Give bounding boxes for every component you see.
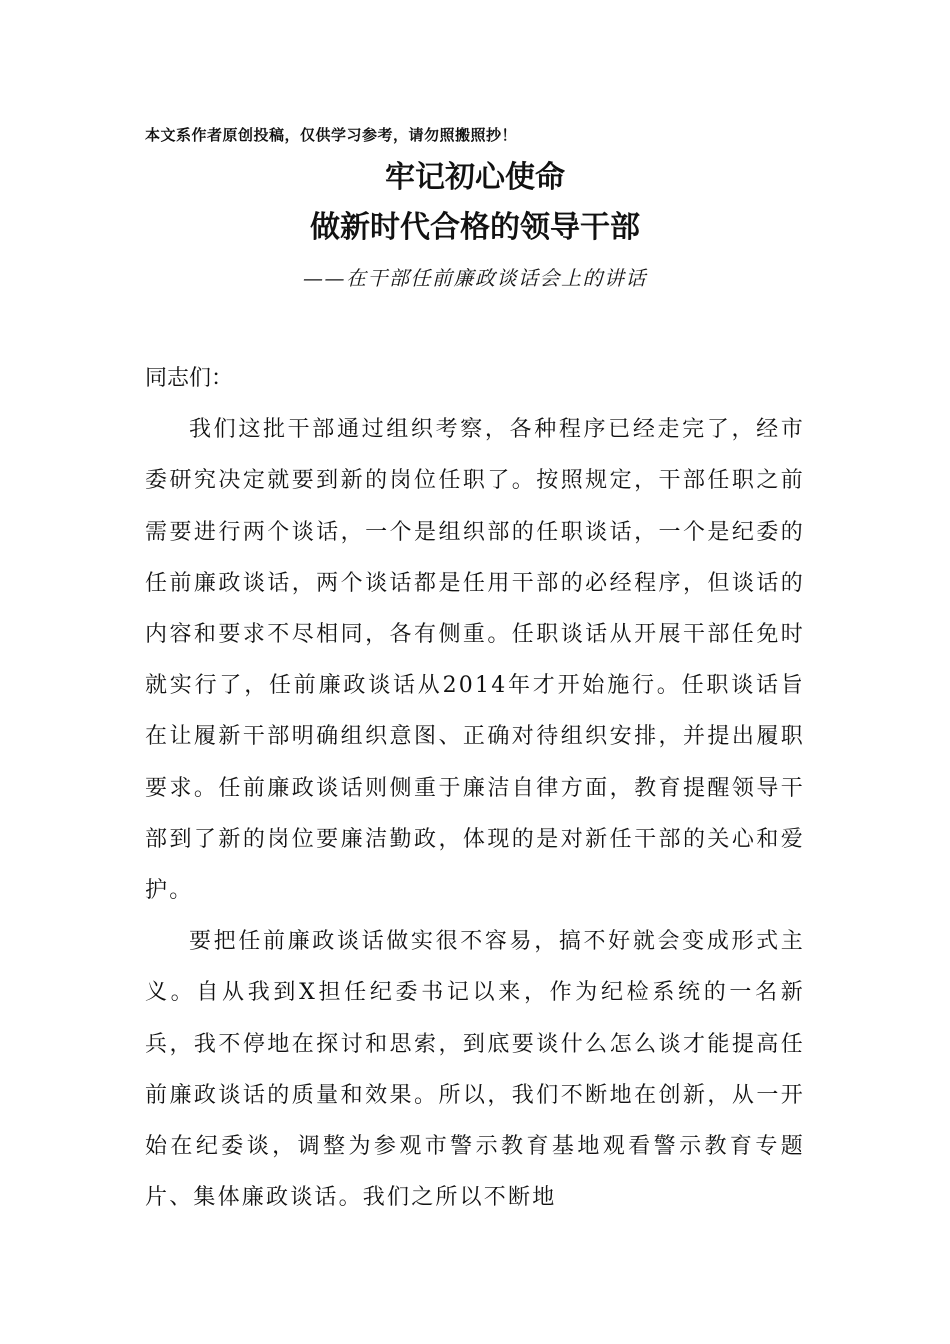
title-line-1: 牢记初心使命 (385, 160, 565, 195)
title-line-2: 做新时代合格的领导干部 (310, 210, 640, 245)
copyright-notice: 本文系作者原创投稿，仅供学习参考，请勿照搬照抄！ (145, 126, 518, 144)
paragraph-2: 要把任前廉政谈话做实很不容易，搞不好就会变成形式主义。自从我到X担任纪委书记以来，作为纪检系统的一名新兵，我不停地在探讨和思索，到底要谈什么怎么谈才能提高任前廉政谈话的质量和效果。所以，我们不断地在创新，从一开始在纪委谈，调整为参观市警示教育基地观看警示教育专题片、集体廉政谈话。我们之所以不断地 (145, 929, 805, 1211)
subtitle: ——在干部任前廉政谈话会上的讲话 (303, 266, 647, 290)
paragraph-1: 我们这批干部通过组织考察，各种程序已经走完了，经市委研究决定就要到新的岗位任职了。按照规定，干部任职之前需要进行两个谈话，一个是组织部的任职谈话，一个是纪委的任前廉政谈话，两个谈话都是任用干部的必经程序，但谈话的内容和要求不尽相同，各有侧重。任职谈话从开展干部任免时就实行了，任前廉政谈话从2014年才开始施行。任职谈话旨在让履新干部明确组织意图、正确对待组织安排，并提出履职要求。任前廉政谈话则侧重于廉洁自律方面，教育提醒领导干部到了新的岗位要廉洁勤政，体现的是对新任干部的关心和爱护。 (145, 417, 805, 904)
body-text (145, 353, 805, 1223)
salutation: 同志们： (145, 366, 234, 391)
